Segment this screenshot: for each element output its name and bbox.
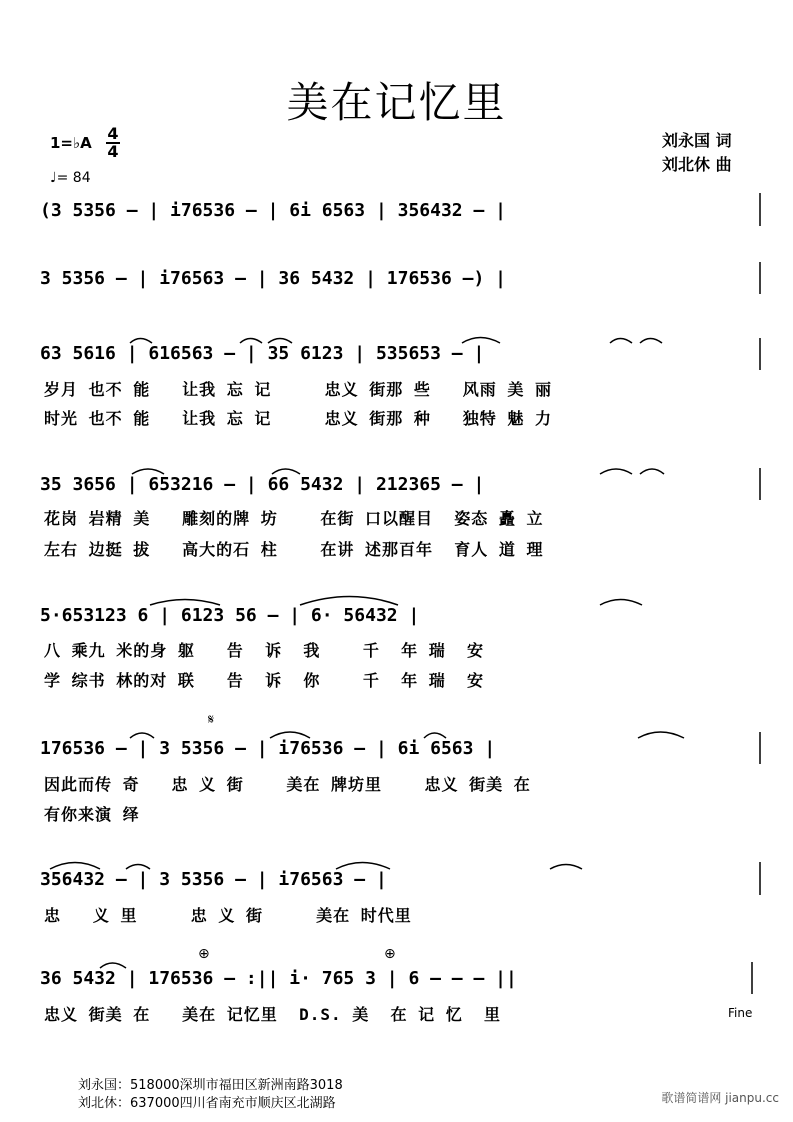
system-3-lyrics-2: 时光 也不 能 让我 忘 记 忠义 街那 种 独特 魅 力 (44, 409, 553, 428)
coda-sign-2: ⊕ (384, 946, 396, 962)
system-7-lyrics-1: 忠 义 里 忠 义 街 美在 时代里 (44, 906, 412, 925)
watermark-text: 歌谱简谱网 jianpu.cc (661, 1091, 779, 1105)
system-7-notes: 356432 – | 3 5356 – | i76563 – | (40, 869, 387, 890)
system-8-lyrics-1: 忠义 街美 在 美在 记忆里 D.S. 美 在 记 忆 里 (44, 1005, 502, 1024)
system-1-notes: (3 5356 – | i76536 – | 6i 6563 | 356432 – | (40, 200, 506, 221)
footer-line-2: 刘北休：637000四川省南充市顺庆区北湖路 (78, 1096, 336, 1111)
system-4-lyrics-1: 花岗 岩精 美 雕刻的牌 坊 在街 口以醒目 姿态 矗 立 (44, 509, 544, 528)
system-4-lyrics-2: 左右 边挺 拔 高大的石 柱 在讲 述那百年 育人 道 理 (44, 540, 544, 559)
system-5-notes: 5·653123 6 | 6123 56 – | 6· 56432 | (40, 605, 420, 626)
time-signature-bottom: 4 (107, 142, 119, 161)
system-2-notes: 3 5356 – | i76563 – | 36 5432 | 176536 –) | (40, 268, 506, 289)
system-5-lyrics-2: 学 综书 林的对 联 告 诉 你 千 年 瑞 安 (44, 671, 485, 690)
system-5-lyrics-1: 八 乘九 米的身 躯 告 诉 我 千 年 瑞 安 (44, 641, 485, 660)
system-6-lyrics-1: 因此而传 奇 忠 义 街 美在 牌坊里 忠义 街美 在 (44, 775, 531, 794)
system-6-notes: 176536 – | 3 5356 – | i76536 – | 6i 6563 | (40, 738, 496, 759)
tempo-marking: ♩= 84 (50, 170, 91, 186)
coda-sign-1: ⊕ (198, 946, 210, 962)
system-3-lyrics-1: 岁月 也不 能 让我 忘 记 忠义 街那 些 风雨 美 丽 (44, 380, 553, 399)
system-3-notes: 63 5616 | 616563 – | 35 6123 | 535653 – | (40, 343, 485, 364)
segno-sign: 𝄋 (208, 712, 215, 728)
composer-credit: 刘北休 曲 (662, 155, 732, 174)
song-title: 美在记忆里 (286, 78, 507, 127)
footer-line-1: 刘永国：518000深圳市福田区新洲南路3018 (78, 1078, 343, 1093)
key-signature: 1=♭A (50, 134, 92, 152)
system-6-lyrics-2: 有你来演 绎 (44, 805, 140, 824)
system-4-notes: 35 3656 | 653216 – | 66 5432 | 212365 – | (40, 474, 485, 495)
system-8-notes: 36 5432 | 176536 – :|| i· 765 3 | 6 – – – || (40, 968, 517, 989)
time-signature-top: 4 (107, 124, 119, 143)
lyricist-credit: 刘永国 词 (662, 131, 732, 150)
fine-label: Fine (728, 1006, 753, 1020)
